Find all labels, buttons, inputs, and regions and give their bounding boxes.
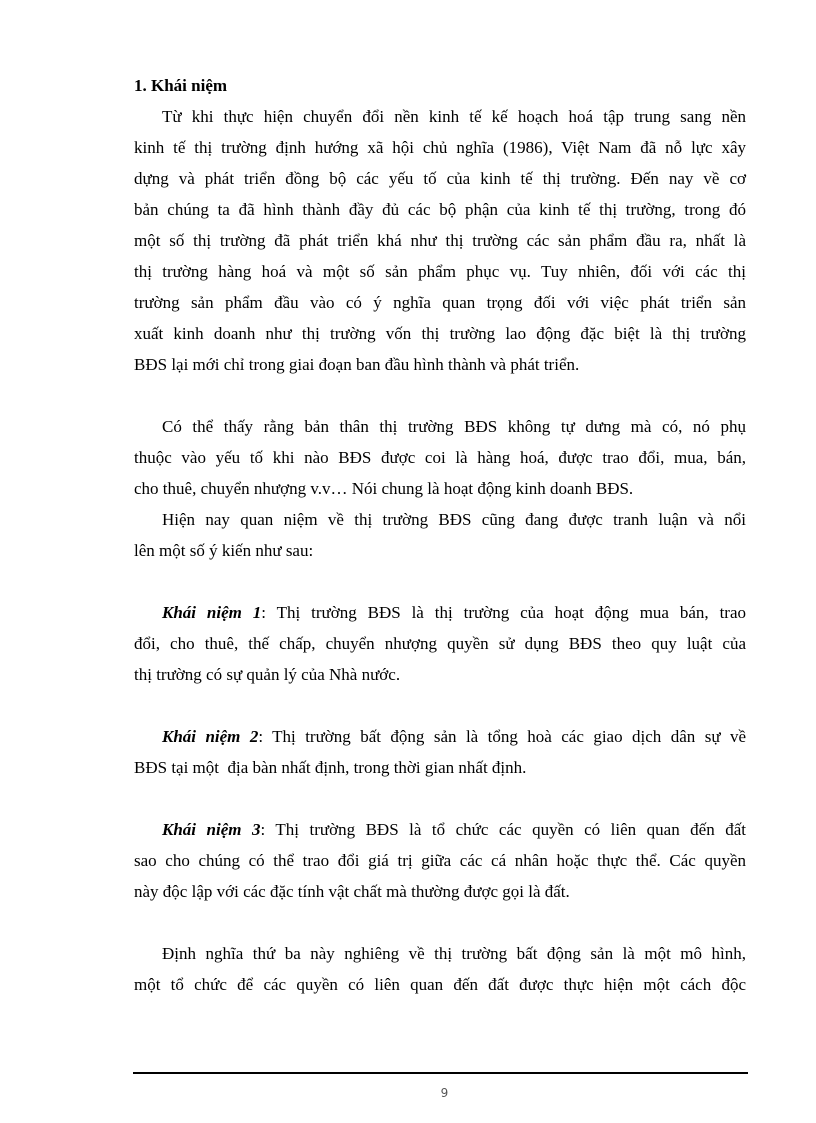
text-line: thị trường có sự quản lý của Nhà nước. bbox=[134, 665, 401, 684]
concept-term: Khái niệm 1 bbox=[162, 603, 262, 622]
paragraph-third-definition bbox=[134, 938, 746, 1000]
concept-text: : Thị trường bất động sản là tổng hoà các giao dịch dân sự về bbox=[258, 727, 747, 746]
text-line: này độc lập với các đặc tính vật chất mà thường được gọi là đất. bbox=[134, 882, 570, 901]
concept-term: Khái niệm 2 bbox=[162, 727, 259, 746]
concept-2 bbox=[134, 721, 746, 783]
text-line bbox=[134, 721, 746, 752]
text-line: Định nghĩa thứ ba này nghiêng về thị trường bất động sản là một mô hình, bbox=[162, 944, 746, 963]
paragraph-intro bbox=[134, 101, 746, 380]
text-line: BĐS lại mới chỉ trong giai đoạn ban đầu hình thành và phát triển. bbox=[134, 355, 580, 374]
page-number: 9 bbox=[440, 1086, 449, 1100]
concept-1 bbox=[134, 597, 746, 690]
section-heading: 1. Khái niệm bbox=[134, 76, 228, 95]
text-line: Có thể thấy rằng bản thân thị trường BĐS không tự dưng mà có, nó phụ bbox=[162, 417, 746, 436]
text-line: Hiện nay quan niệm về thị trường BĐS cũng đang được tranh luận và nổi bbox=[162, 510, 746, 529]
concept-text: : Thị trường BĐS là tổ chức các quyền có liên quan đến đất bbox=[260, 820, 746, 839]
text-line: Từ khi thực hiện chuyển đổi nền kinh tế kế hoạch hoá tập trung sang nền bbox=[162, 107, 746, 126]
document-body bbox=[134, 70, 746, 1000]
text-line: thị trường hàng hoá và một số sản phẩm phục vụ. Tuy nhiên, đối với các thị bbox=[134, 262, 746, 281]
text-line: bản chúng ta đã hình thành đầy đủ các bộ phận của kinh tế thị trường, trong đó bbox=[134, 200, 746, 219]
paragraph-market-origin bbox=[134, 411, 746, 504]
text-line: cho thuê, chuyển nhượng v.v… Nói chung là hoạt động kinh doanh BĐS. bbox=[134, 479, 634, 498]
paragraph-concepts-intro bbox=[134, 504, 746, 566]
concept-text: : Thị trường BĐS là thị trường của hoạt động mua bán, trao bbox=[261, 603, 746, 622]
text-line: trường sản phẩm đầu vào có ý nghĩa quan trọng đối với việc phát triển sản bbox=[134, 293, 746, 312]
text-line: xuất kinh doanh như thị trường vốn thị trường lao động đặc biệt là thị trường bbox=[134, 324, 746, 343]
text-line: một tổ chức để các quyền có liên quan đến đất được thực hiện một cách độc bbox=[134, 975, 746, 994]
text-line: kinh tế thị trường định hướng xã hội chủ nghĩa (1986), Việt Nam đã nỗ lực xây bbox=[134, 138, 746, 157]
concept-term: Khái niệm 3 bbox=[162, 820, 261, 839]
text-line: dựng và phát triển đồng bộ các yếu tố của kinh tế thị trường. Đến nay về cơ bbox=[134, 169, 746, 188]
footer-rule bbox=[133, 1072, 748, 1074]
text-line: BĐS tại một địa bàn nhất định, trong thời gian nhất định. bbox=[134, 758, 527, 777]
text-line: lên một số ý kiến như sau: bbox=[134, 541, 314, 560]
concept-3 bbox=[134, 814, 746, 907]
text-line: một số thị trường đã phát triển khá như thị trường các sản phẩm đầu ra, nhất là bbox=[134, 231, 746, 250]
text-line bbox=[134, 814, 746, 845]
text-line: thuộc vào yếu tố khi nào BĐS được coi là hàng hoá, được trao đổi, mua, bán, bbox=[134, 448, 746, 467]
text-line: sao cho chúng có thể trao đổi giá trị giữa các cá nhân hoặc thực thể. Các quyền bbox=[134, 851, 746, 870]
text-line bbox=[134, 597, 746, 628]
text-line: đổi, cho thuê, thế chấp, chuyển nhượng quyền sử dụng BĐS theo quy luật của bbox=[134, 634, 746, 653]
